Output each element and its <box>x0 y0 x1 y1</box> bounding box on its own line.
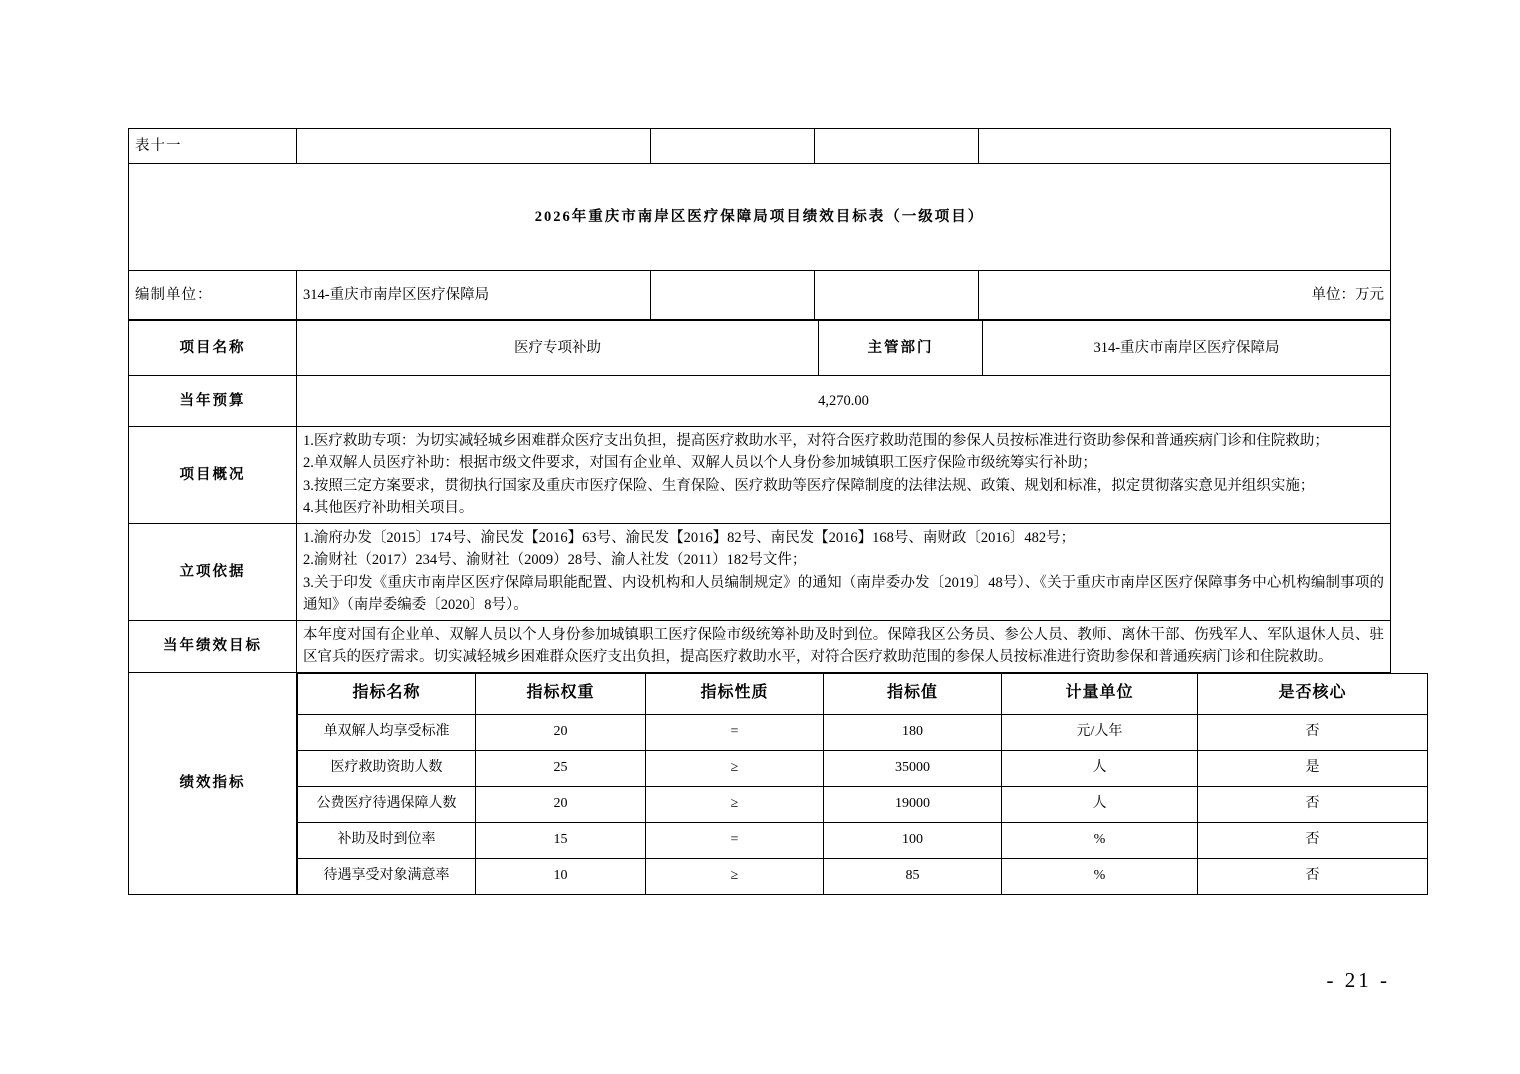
compiler-row <box>129 271 1391 320</box>
cell-core: 否 <box>1198 822 1428 858</box>
row-goal <box>129 620 1391 672</box>
unit-note: 单位：万元 <box>979 271 1391 320</box>
cell-value: 19000 <box>824 786 1002 822</box>
tag-row-cell-4 <box>815 129 979 164</box>
goal-label: 当年绩效目标 <box>129 620 297 672</box>
compiler-value: 314-重庆市南岸区医疗保障局 <box>297 271 651 320</box>
cell-weight: 20 <box>476 786 646 822</box>
compiler-label: 编制单位： <box>129 271 297 320</box>
indicator-header-nature: 指标性质 <box>646 673 824 714</box>
cell-weight: 25 <box>476 750 646 786</box>
basis-text <box>297 523 1391 620</box>
cell-core: 是 <box>1198 750 1428 786</box>
row-project-name <box>129 321 1391 376</box>
main-table <box>128 320 1391 895</box>
page-number: - 21 - <box>1326 968 1390 992</box>
cell-unit: 元/人年 <box>1002 714 1198 750</box>
dept-value: 314-重庆市南岸区医疗保障局 <box>983 321 1391 376</box>
basis-line-2: 2.渝财社（2017）234号、渝财社（2009）28号、渝人社发（2011）182号文件； <box>303 552 807 569</box>
cell-unit: 人 <box>1002 786 1198 822</box>
cell-unit: 人 <box>1002 750 1198 786</box>
basis-line-3: 3.关于印发《重庆市南岸区医疗保障局职能配置、内设机构和人员编制规定》的通知（南岸委办发〔2019〕48号）、《关于重庆市南岸区医疗保障事务中心机构编制事项的通知》（南岸委编委〔2020〕8号）。 <box>303 574 1384 614</box>
table-row <box>298 822 1428 858</box>
table-tag: 表十一 <box>129 129 297 164</box>
basis-label: 立项依据 <box>129 523 297 620</box>
table-row <box>298 858 1428 894</box>
budget-label: 当年预算 <box>129 376 297 427</box>
cell-weight: 10 <box>476 858 646 894</box>
overview-line-3: 3.按照三定方案要求，贯彻执行国家及重庆市医疗保险、生育保险、医疗救助等医疗保障制度的法律法规、政策、规划和标准，拟定贯彻落实意见并组织实施； <box>303 477 1315 494</box>
compiler-row-cell-4 <box>815 271 979 320</box>
table-row <box>298 750 1428 786</box>
tag-row-cell-3 <box>651 129 815 164</box>
indicator-header-value: 指标值 <box>824 673 1002 714</box>
cell-unit: % <box>1002 822 1198 858</box>
cell-nature: ≥ <box>646 858 824 894</box>
indicator-table-cell <box>297 672 1391 895</box>
page-title: 2026年重庆市南岸区医疗保障局项目绩效目标表（一级项目） <box>129 164 1391 271</box>
cell-name: 公费医疗待遇保障人数 <box>298 786 476 822</box>
cell-weight: 20 <box>476 714 646 750</box>
cell-value: 85 <box>824 858 1002 894</box>
indicator-label: 绩效指标 <box>129 672 297 895</box>
sheet-area <box>128 128 1390 895</box>
compiler-row-cell-3 <box>651 271 815 320</box>
basis-line-1: 1.渝府办发〔2015〕174号、渝民发【2016】63号、渝民发【2016】82号、南民发【2016】168号、南财政〔2016〕482号； <box>303 529 1076 546</box>
project-name-label: 项目名称 <box>129 321 297 376</box>
cell-name: 补助及时到位率 <box>298 822 476 858</box>
cell-nature: ≥ <box>646 786 824 822</box>
overview-line-1: 1.医疗救助专项：为切实减轻城乡困难群众医疗支出负担，提高医疗救助水平，对符合医疗救助范围的参保人员按标准进行资助参保和普通疾病门诊和住院救助； <box>303 433 1329 449</box>
cell-value: 180 <box>824 714 1002 750</box>
cell-nature: = <box>646 822 824 858</box>
row-indicators <box>129 672 1391 895</box>
indicator-header-weight: 指标权重 <box>476 673 646 714</box>
overview-label: 项目概况 <box>129 427 297 524</box>
row-overview <box>129 427 1391 524</box>
cell-core: 否 <box>1198 714 1428 750</box>
cell-value: 35000 <box>824 750 1002 786</box>
cell-unit: % <box>1002 858 1198 894</box>
overview-line-4: 4.其他医疗补助相关项目。 <box>303 500 474 517</box>
cell-nature: = <box>646 714 824 750</box>
title-row <box>129 164 1391 271</box>
overview-line-2: 2.单双解人员医疗补助：根据市级文件要求，对国有企业单、双解人员以个人身份参加城镇职工医疗保险市级统筹实行补助； <box>303 455 1097 472</box>
cell-value: 100 <box>824 822 1002 858</box>
indicator-header-core: 是否核心 <box>1198 673 1428 714</box>
goal-line-1: 本年度对国有企业单、双解人员以个人身份参加城镇职工医疗保险市级统筹补助及时到位。保障我区公务员、参公人员、教师、离休干部、伤残军人、军队退休人员、驻区官兵的医疗需求。切实减轻城乡困难群众医疗支出负担，提高医疗救助水平，对符合医疗救助范围的参保人员按标准进行资助参保和普通疾病门诊和住院救助。 <box>303 626 1384 666</box>
tag-row-cell-2 <box>297 129 651 164</box>
indicator-table <box>297 673 1428 895</box>
overview-text <box>297 427 1391 524</box>
project-name-value: 医疗专项补助 <box>297 321 819 376</box>
goal-text <box>297 620 1391 672</box>
cell-name: 医疗救助资助人数 <box>298 750 476 786</box>
row-basis <box>129 523 1391 620</box>
cell-name: 待遇享受对象满意率 <box>298 858 476 894</box>
cell-core: 否 <box>1198 786 1428 822</box>
indicator-header-row <box>298 673 1428 714</box>
cell-name: 单双解人均享受标准 <box>298 714 476 750</box>
indicator-header-unit: 计量单位 <box>1002 673 1198 714</box>
budget-value: 4,270.00 <box>297 376 1391 427</box>
table-tag-row <box>129 129 1391 164</box>
indicator-header-name: 指标名称 <box>298 673 476 714</box>
cell-core: 否 <box>1198 858 1428 894</box>
cell-nature: ≥ <box>646 750 824 786</box>
header-band-table <box>128 128 1391 320</box>
cell-weight: 15 <box>476 822 646 858</box>
table-row <box>298 786 1428 822</box>
dept-label: 主管部门 <box>819 321 983 376</box>
tag-row-cell-5 <box>979 129 1391 164</box>
row-budget <box>129 376 1391 427</box>
table-row <box>298 714 1428 750</box>
